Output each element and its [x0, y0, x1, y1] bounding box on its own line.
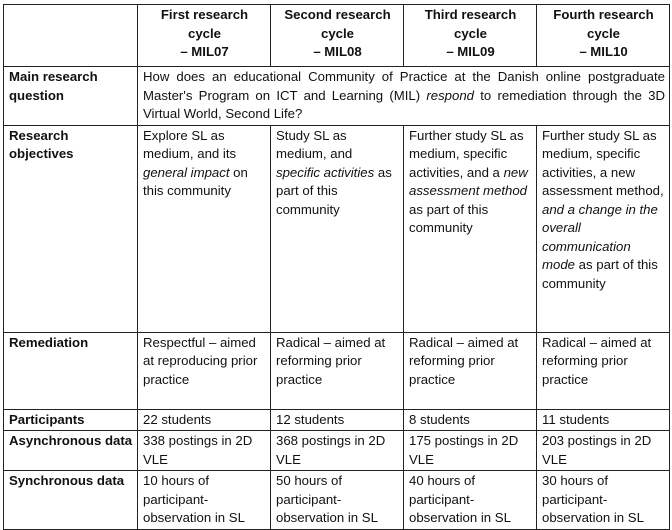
- participants-third-cycle: 8 students: [404, 409, 537, 431]
- header-second-cycle: Second research cycle – MIL08: [271, 5, 404, 67]
- research-cycles-table: [3, 4, 670, 530]
- question-row: [4, 67, 670, 126]
- objective-first-cycle: Explore SL as medium, and its general impact on this community: [138, 125, 271, 332]
- async-second-cycle: 368 postings in 2D VLE: [271, 431, 404, 471]
- objectives-row: [4, 125, 670, 332]
- async-third-cycle: 175 postings in 2D VLE: [404, 431, 537, 471]
- participants-row: [4, 409, 670, 431]
- sync-second-cycle: 50 hours of participant-observation in SL: [271, 471, 404, 530]
- async-fourth-cycle: 203 postings in 2D VLE: [537, 431, 670, 471]
- async-first-cycle: 338 postings in 2D VLE: [138, 431, 271, 471]
- header-third-cycle: Third research cycle – MIL09: [404, 5, 537, 67]
- participants-second-cycle: 12 students: [271, 409, 404, 431]
- remediation-fourth-cycle: Radical – aimed at reforming prior practice: [537, 332, 670, 409]
- async-data-row: [4, 431, 670, 471]
- sync-data-row: [4, 471, 670, 530]
- sync-first-cycle: 10 hours of participant-observation in SL: [138, 471, 271, 530]
- corner-cell: [4, 5, 138, 67]
- participants-fourth-cycle: 11 students: [537, 409, 670, 431]
- main-research-question: How does an educational Community of Practice at the Danish online postgraduate Master's Program on ICT and Learning (MIL) respond to remediation through the 3D Virtual World, Second Life?: [138, 67, 670, 126]
- objective-fourth-cycle: Further study SL as medium, specific activities, a new assessment method, and a change in the overall communication mode as part of this community: [537, 125, 670, 332]
- row-label-remediation: Remediation: [4, 332, 138, 409]
- participants-first-cycle: 22 students: [138, 409, 271, 431]
- header-row: [4, 5, 670, 67]
- remediation-first-cycle: Respectful – aimed at reproducing prior practice: [138, 332, 271, 409]
- remediation-row: [4, 332, 670, 409]
- sync-fourth-cycle: 30 hours of participant-observation in SL: [537, 471, 670, 530]
- header-first-cycle: First research cycle – MIL07: [138, 5, 271, 67]
- objective-third-cycle: Further study SL as medium, specific activities, and a new assessment method as part of this community: [404, 125, 537, 332]
- row-label-main-question: Main research question: [4, 67, 138, 126]
- row-label-sync-data: Synchronous data: [4, 471, 138, 530]
- row-label-participants: Participants: [4, 409, 138, 431]
- row-label-objectives: Research objectives: [4, 125, 138, 332]
- remediation-second-cycle: Radical – aimed at reforming prior practice: [271, 332, 404, 409]
- sync-third-cycle: 40 hours of participant-observation in SL: [404, 471, 537, 530]
- header-fourth-cycle: Fourth research cycle – MIL10: [537, 5, 670, 67]
- objective-second-cycle: Study SL as medium, and specific activities as part of this community: [271, 125, 404, 332]
- row-label-async-data: Asynchronous data: [4, 431, 138, 471]
- remediation-third-cycle: Radical – aimed at reforming prior practice: [404, 332, 537, 409]
